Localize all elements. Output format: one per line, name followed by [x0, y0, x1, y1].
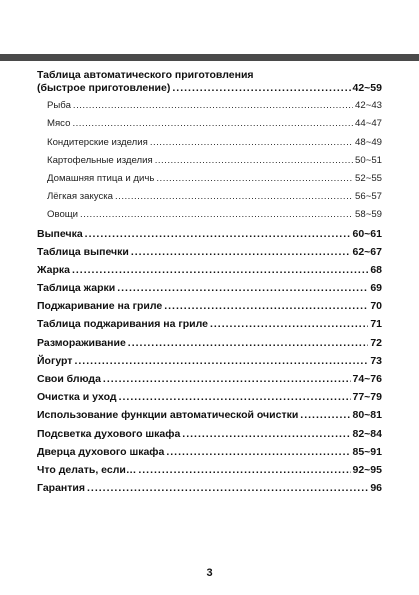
toc-item-label: Размораживание	[37, 336, 126, 349]
toc-item-label: Выпечка	[37, 227, 83, 240]
toc-section-title-row[interactable]	[37, 82, 382, 100]
toc-page-ref: 71	[370, 318, 382, 331]
dot-leader	[164, 300, 368, 312]
dot-leader	[73, 100, 353, 111]
toc-page-ref: 70	[370, 300, 382, 313]
toc-item[interactable]	[37, 282, 382, 300]
toc-item[interactable]	[37, 228, 382, 246]
toc-sub-label: Овощи	[47, 209, 79, 221]
toc-page-ref: 42~59	[352, 82, 382, 94]
toc-section-title-line1: Таблица автоматического приготовления	[37, 69, 254, 81]
dot-leader	[72, 118, 353, 129]
dot-leader	[182, 428, 350, 440]
toc-sub-item[interactable]	[37, 173, 382, 191]
header-rule	[0, 54, 419, 61]
toc-item-label: Что делать, если…	[37, 463, 137, 476]
dot-leader	[117, 282, 368, 294]
toc-page-ref: 96	[370, 482, 382, 495]
toc-item[interactable]	[37, 318, 382, 336]
toc-item[interactable]	[37, 428, 382, 446]
page-number: 3	[206, 567, 213, 579]
dot-leader	[85, 228, 351, 240]
toc-page-ref: 50~51	[355, 154, 382, 166]
toc-page-ref: 52~55	[355, 172, 382, 184]
dot-leader	[150, 137, 353, 148]
toc-item[interactable]	[37, 373, 382, 391]
toc-item[interactable]	[37, 300, 382, 318]
toc-item[interactable]	[37, 355, 382, 373]
dot-leader	[210, 318, 368, 330]
toc-page-ref: 56~57	[355, 191, 382, 203]
toc-page-ref: 60~61	[352, 227, 382, 240]
toc-sub-item[interactable]	[37, 209, 382, 227]
dot-leader	[300, 409, 350, 421]
toc-item-label: Таблица поджаривания на гриле	[37, 318, 208, 331]
toc-item[interactable]	[37, 264, 382, 282]
dot-leader	[172, 82, 350, 94]
dot-leader	[115, 191, 353, 202]
toc-sub-label: Кондитерские изделия	[47, 136, 148, 148]
toc-item-label: Дверца духового шкафа	[37, 445, 165, 458]
toc-page-ref: 73	[370, 354, 382, 367]
toc-item[interactable]	[37, 464, 382, 482]
dot-leader	[80, 209, 353, 220]
dot-leader	[138, 464, 350, 476]
table-of-contents	[37, 69, 382, 500]
toc-section-title	[37, 69, 382, 82]
toc-page-ref: 77~79	[352, 391, 382, 404]
toc-section-title-line2: (быстрое приготовление)	[37, 82, 171, 94]
dot-leader	[128, 337, 369, 349]
toc-item[interactable]	[37, 446, 382, 464]
toc-item-label: Очистка и уход	[37, 391, 117, 404]
dot-leader	[74, 355, 368, 367]
toc-page-ref: 85~91	[352, 445, 382, 458]
dot-leader	[131, 246, 351, 258]
toc-page-ref: 82~84	[352, 427, 382, 440]
dot-leader	[156, 173, 353, 184]
dot-leader	[166, 446, 350, 458]
toc-page-ref: 62~67	[352, 245, 382, 258]
dot-leader	[119, 391, 351, 403]
toc-item[interactable]	[37, 482, 382, 500]
toc-item-label: Гарантия	[37, 482, 85, 495]
toc-item-label: Поджаривание на гриле	[37, 300, 163, 313]
toc-item-label: Свои блюда	[37, 373, 101, 385]
toc-item-label: Таблица выпечки	[37, 245, 129, 258]
dot-leader	[155, 155, 353, 166]
toc-item-label: Йогурт	[37, 354, 73, 367]
toc-page-ref: 69	[370, 282, 382, 295]
toc-item[interactable]	[37, 246, 382, 264]
dot-leader	[87, 482, 368, 494]
toc-page-ref: 68	[370, 263, 382, 276]
toc-item[interactable]	[37, 337, 382, 355]
toc-sub-label: Мясо	[47, 118, 71, 130]
toc-item[interactable]	[37, 391, 382, 409]
toc-item-label: Использование функции автоматической очистки	[37, 409, 299, 422]
toc-item-label: Таблица жарки	[37, 282, 116, 295]
toc-sub-item[interactable]	[37, 137, 382, 155]
toc-page-ref: 42~43	[355, 100, 382, 112]
toc-page-ref: 72	[370, 336, 382, 349]
toc-sub-item[interactable]	[37, 118, 382, 136]
dot-leader	[72, 264, 368, 276]
toc-page-ref: 74~76	[352, 373, 382, 385]
toc-sub-label: Домашняя птица и дичь	[47, 172, 155, 184]
toc-sub-item[interactable]	[37, 100, 382, 118]
toc-page-ref: 48~49	[355, 136, 382, 148]
toc-sub-item[interactable]	[37, 191, 382, 209]
toc-sub-label: Рыба	[47, 100, 71, 112]
toc-item-label: Подсветка духового шкафа	[37, 427, 181, 440]
toc-sub-item[interactable]	[37, 155, 382, 173]
toc-page-ref: 44~47	[355, 118, 382, 130]
toc-sub-label: Лёгкая закуска	[47, 191, 114, 203]
toc-sub-label: Картофельные изделия	[47, 154, 153, 166]
toc-page-ref: 58~59	[355, 209, 382, 221]
toc-page-ref: 92~95	[352, 463, 382, 476]
toc-item[interactable]	[37, 409, 382, 427]
toc-item-label: Жарка	[37, 263, 70, 276]
toc-page-ref: 80~81	[352, 409, 382, 422]
dot-leader	[103, 373, 351, 385]
